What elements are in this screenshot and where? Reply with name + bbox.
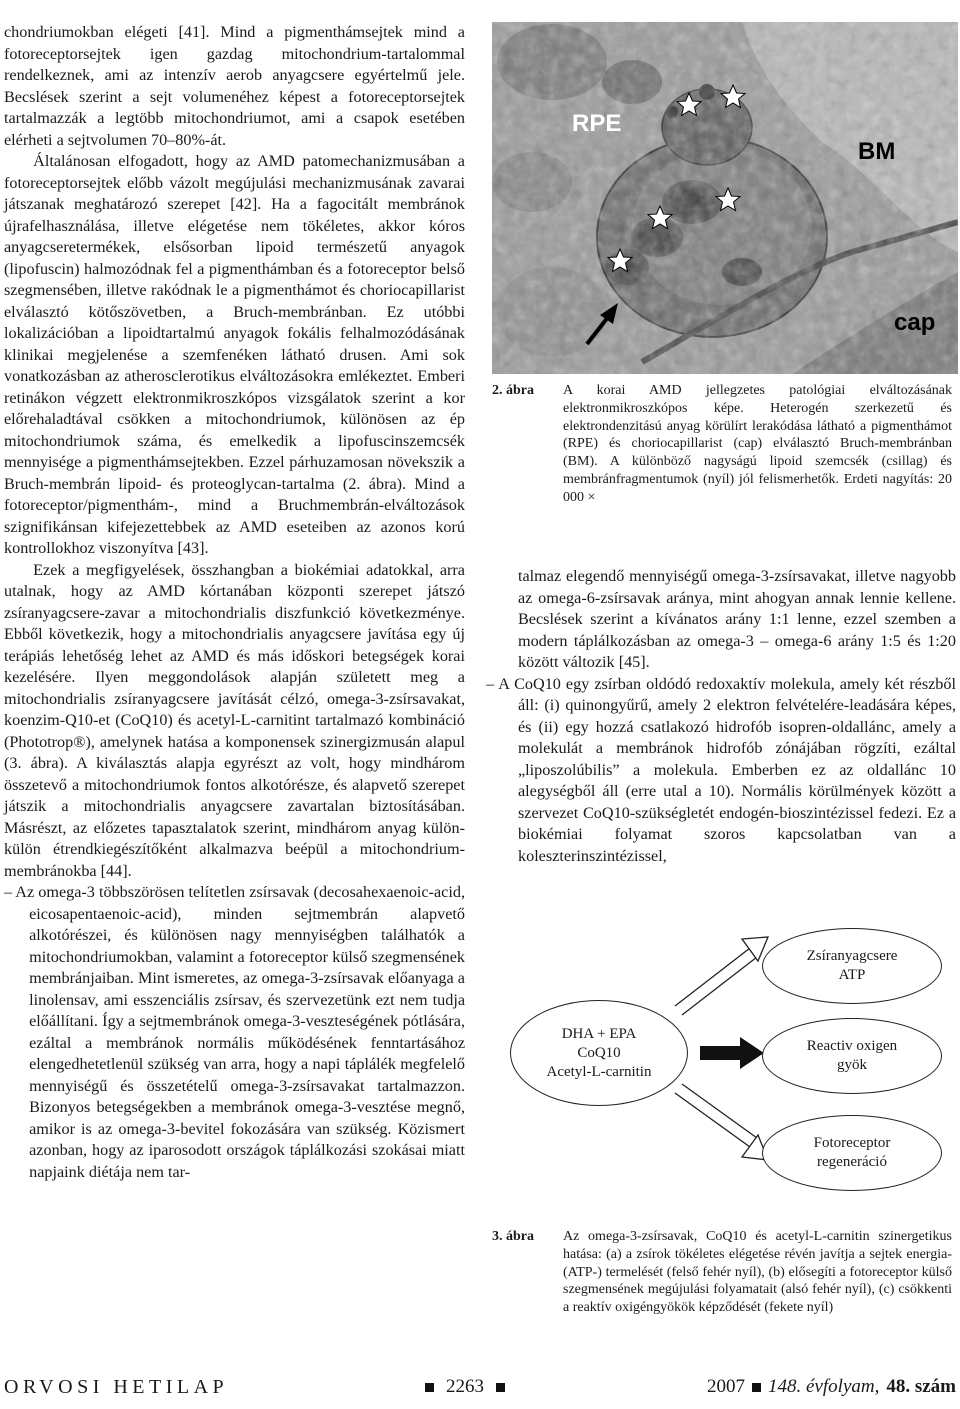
target-label: Fotoreceptor xyxy=(813,1135,891,1151)
journal-name: ORVOSI HETILAP xyxy=(4,1376,229,1398)
target-label: Reactiv oxigen xyxy=(806,1038,898,1054)
right-column xyxy=(486,566,956,867)
electron-micrograph xyxy=(492,22,958,374)
target-label: gyök xyxy=(836,1057,867,1073)
source-line: Acetyl-L-carnitin xyxy=(546,1063,652,1080)
target-ellipse-ros xyxy=(762,1018,942,1094)
list-item-coq10: – A CoQ10 egy zsírban oldódó redoxaktív molekula, amely két részből áll: (i) quinongyűrű, amely 2 elektron felvételére-leadására képes, és (ii) egy hozzá csatlakozó hidrofób isopren-oldallánc, amely a molekulát a membránok hidrofób zónájában rögzíti, ezáltal „liposzolúbilis” a molekula. Emberben ez az oldallánc 10 alegységből áll (erre utal a 10). Normális körülmények között a szervezet CoQ10-szükségletét endogén-bioszintézissel fedezi. Ez a biokémiai folyamat szoros kapcsolatban van a koleszterinszintézissel, xyxy=(486,674,956,865)
figure2-caption-text: A korai AMD jellegzetes patológiai elváltozásának elektronmikroszkópos képe. Heterogén szerkezetű és elektrondenzitású anyag körülírt lerakódása látható a pigmenthámot (RPE) és choriocapillarist (cap) elválasztó Bruch-membránban (BM). A különböző nagyságú lipoid szemcsék (csillag) és membránfragmentumok (nyíl) jól felismerhetők. Erdeti nagyítás: 20 000 × xyxy=(563,383,952,505)
paragraph: talmaz elegendő mennyiségű omega-3-zsírsavakat, illetve nagyobb az omega-6-zsírsavak aránya, mint ahogyan annak lennie kellene. Becslések szerint a kívánatos arány 1:1 lenne, ezzel szemben a modern táplálkozásban az omega-3 – omega-6 arány 1:5 és 1:20 között változik [45]. xyxy=(518,567,956,671)
figure2-number: 2. ábra xyxy=(492,383,534,398)
target-ellipse-atp xyxy=(762,928,942,1004)
issue: 48. szám xyxy=(886,1376,956,1397)
figure3-caption xyxy=(492,1228,958,1346)
paragraph: chondriumokban elégeti [41]. Mind a pigmenthámsejtek mind a fotoreceptorsejtek igen gazdag mitochondrium-tartalommal rendelkeznek, ami az intenzív aerob anyagcsere egyértelmű jele. Becslések szerint a sejt volumenéhez képest a fotoreceptorsejtek tartalmazzák a legtöbb mitochondriumot, ami a csapok esetében elérheti a sejtvolumen 70–80%-át. xyxy=(4,23,465,149)
list-item-omega3: – Az omega-3 többszörösen telítetlen zsírsavak (decosahexaenoic-acid, eicosapentaenoic-acid), minden sejtmembrán alapvető alkotórészei, és különösen nagy mennyiségben találhatók a mitochondriumokban, valamint a fotoreceptor külső szegmensének membránjaiban. Mint ismeretes, az omega-3-zsírsavak előanyaga a linolensav, ami esszenciális zsírsav, és szervezetünk ezt nem tudja előállítani. Így a sejtmembránok omega-3-veszteségének pótlására, ezáltal a membránok normális működésének fenntartásához elengedhetetlenül szükség van arra, hogy a napi táplálék megfelelő mennyiségű és összetételű omega-3-zsírsavakat tartalmazzon. Bizonyos betegségekben a membránok omega-3-vesztése megnő, amikor is az omega-3-bevitel fokozására van szükség. Közismert azonban, hogy az iparosodott országok táplálkozási szokásai miatt napjaink diétája nem tar- xyxy=(4,883,465,1181)
page-footer xyxy=(0,1376,960,1406)
figure3-caption-text: Az omega-3-zsírsavak, CoQ10 és acetyl-L-carnitin szinergetikus hatása: (a) a zsírok tökéletes elégetése révén javítja a sejtek energia- (ATP-) termelését (felső fehér nyíl), (b) elősegíti a fotoreceptor külső szegmensének megújulási folyamatait (alsó fehér nyíl), (c) csökkenti a reaktív oxigéngyökök képződését (fekete nyíl) xyxy=(563,1229,952,1316)
volume: 148. évfolyam, xyxy=(768,1376,880,1397)
target-label: Zsíranyagcsere xyxy=(806,948,898,964)
paragraph: Ezek a megfigyelések, összhangban a biokémiai adatokkal, arra utalnak, hogy az AMD kórtanában központi szerepet játszó zsíranyagcsere-zavar a mitochondrialis diszfunkció következménye. Ebből következik, hogy a mitochondrialis anyagcsere javítása egy új terápiás lehetőség lehet az AMD és más időskori betegségek korai kezelésére. Ilyen meggondolások alapján született meg a mitochondrialis zsíranyagcsere javítását célzó, omega-3-zsírsavakat, koenzim-Q10-et (CoQ10) és acetyl-L-carnitint tartalmazó kombináció (Phototrop®), amelynek hatása a komponensek szinergizmusán alapul (3. ábra). A kiválasztás alapja egyrészt az volt, hogy mindhárom összetevő a mitochondriumok fontos alkotórésze, és alapvető szerepet játszik a mitochondrialis anyagcsere zavartalan biztosításában. Másrészt, az előzetes tapasztalatok szerint, mindhárom anyag külön-külön étrendkiegészítőként alkalmazva beépül a mitochondrium-membránokba [44]. xyxy=(4,560,465,880)
square-bullet-icon xyxy=(496,1383,505,1392)
year: 2007 xyxy=(707,1376,746,1397)
issue-info xyxy=(707,1376,956,1398)
source-line: DHA + EPA xyxy=(561,1025,637,1042)
synergy-diagram xyxy=(492,903,958,1203)
label-rpe: RPE xyxy=(572,110,622,137)
figure2-caption xyxy=(492,382,958,522)
figure3-number: 3. ábra xyxy=(492,1229,534,1244)
label-cap: cap xyxy=(894,309,936,336)
page-number: 2263 xyxy=(446,1376,484,1397)
source-ellipse xyxy=(510,1000,688,1106)
paragraph: Általánosan elfogadott, hogy az AMD patomechanizmusában a fotoreceptorsejtek előbb vázolt megújulási mechanizmusának zavarai játszanak meghatározó szerepet [42]. Ha a fagocitált membránok újrafelhasználása, illetve elégetése nem tökéletes, akkor kóros anyagcseretermékek, elsősorban lipoid természetű anyagok (lipofuscin) halmozódnak fel a pigmenthámban és a fotoreceptor belső szegmensében, illetve rakódnak le a pigmenthámot és choriocapillarist elválasztó kötőszövetben, a Bruch-membránban. Ez utóbbi lokalizációban a lipoidtartalmú anyagok fokális felhalmozódásának klinikai megjelenése a szemfenéken látható drusen. Ami sok vonatkozásban az atherosclerotikus elváltozásokra emlékeztet. Emberi retinákon végzett elektronmikroszkópos vizsgálatok szerint a kor előrehaladtával csökken a mitochondriumok, különösen az ép mitochondriumok száma, és emelkedik a lipofuscinszemcsék mennyisége a pigmenthámsejtekben. Ezzel párhuzamosan növekszik a Bruch-membrán lipoid- és proteoglycan-tartalma (2. ábra). Mind a fotoreceptor/pigmenthám-, mind a Bruchmembrán-elváltozások szignifikánsan kifejezettebbek az AMD eseteiben az azonos korú kontrollokhoz viszonyítva [43]. xyxy=(4,152,465,557)
left-column xyxy=(4,22,465,1183)
source-line: CoQ10 xyxy=(577,1044,621,1061)
square-bullet-icon xyxy=(425,1383,434,1392)
label-bm: BM xyxy=(858,138,896,165)
target-label: regeneráció xyxy=(817,1154,887,1170)
target-label: ATP xyxy=(838,967,866,983)
target-ellipse-photoreceptor xyxy=(762,1115,942,1191)
page-number-block xyxy=(425,1376,505,1398)
square-bullet-icon xyxy=(752,1383,761,1392)
